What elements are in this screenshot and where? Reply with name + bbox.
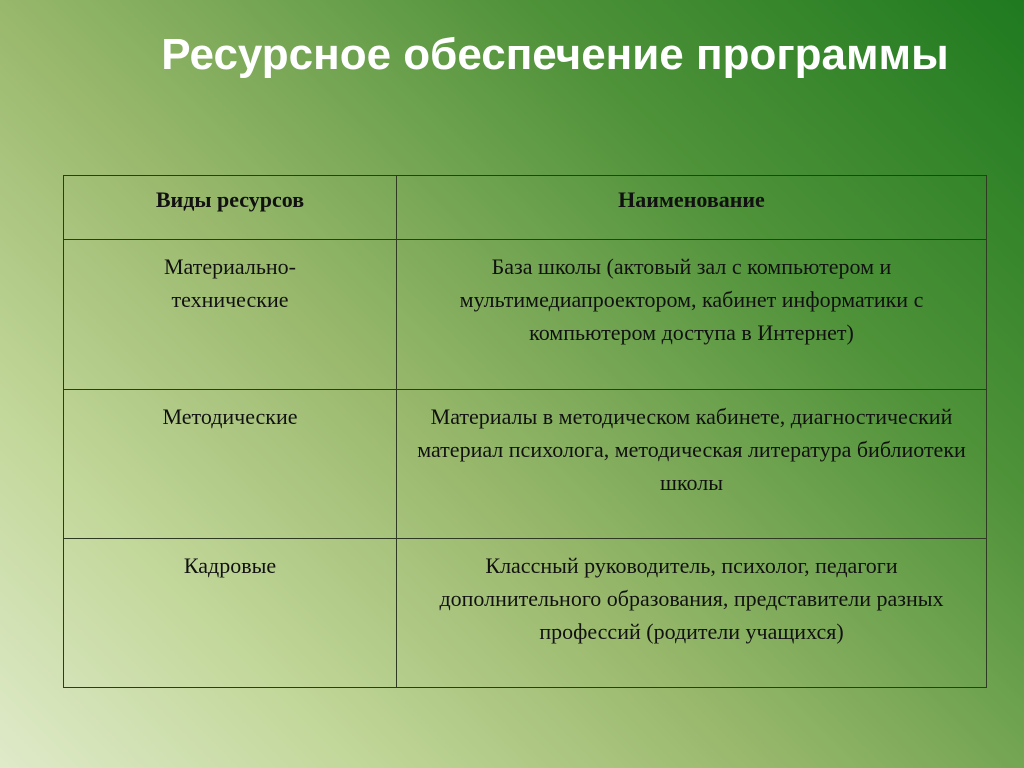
header-name: Наименование <box>397 176 987 240</box>
resource-description-cell <box>397 390 987 539</box>
resource-kind-cell <box>64 390 397 539</box>
header-resource-types: Виды ресурсов <box>64 176 397 240</box>
resource-kind-cell <box>64 539 397 688</box>
resource-description-cell <box>397 240 987 390</box>
table-row <box>64 539 987 688</box>
slide-title: Ресурсное обеспечение программы <box>161 30 949 79</box>
resource-description: Классный руководитель, психолог, педагоги дополнительного образования, представители разных профессий (родители учащихся) <box>439 553 944 644</box>
resource-description-cell <box>397 539 987 688</box>
resource-description: Материалы в методическом кабинете, диагностический материал психолога, методическая литература библиотеки школы <box>417 404 966 495</box>
resource-kind: Кадровые <box>183 553 277 578</box>
table-header-row <box>64 176 987 240</box>
resource-kind: Материально-технические <box>164 254 296 312</box>
table-row <box>64 240 987 390</box>
resource-table <box>63 175 987 688</box>
resource-kind-cell <box>64 240 397 390</box>
resource-kind: Методические <box>162 404 298 429</box>
table-row <box>64 390 987 539</box>
resource-description: База школы (актовый зал с компьютером и мультимедиапроектором, кабинет информатики с компьютером доступа в Интернет) <box>459 254 924 345</box>
